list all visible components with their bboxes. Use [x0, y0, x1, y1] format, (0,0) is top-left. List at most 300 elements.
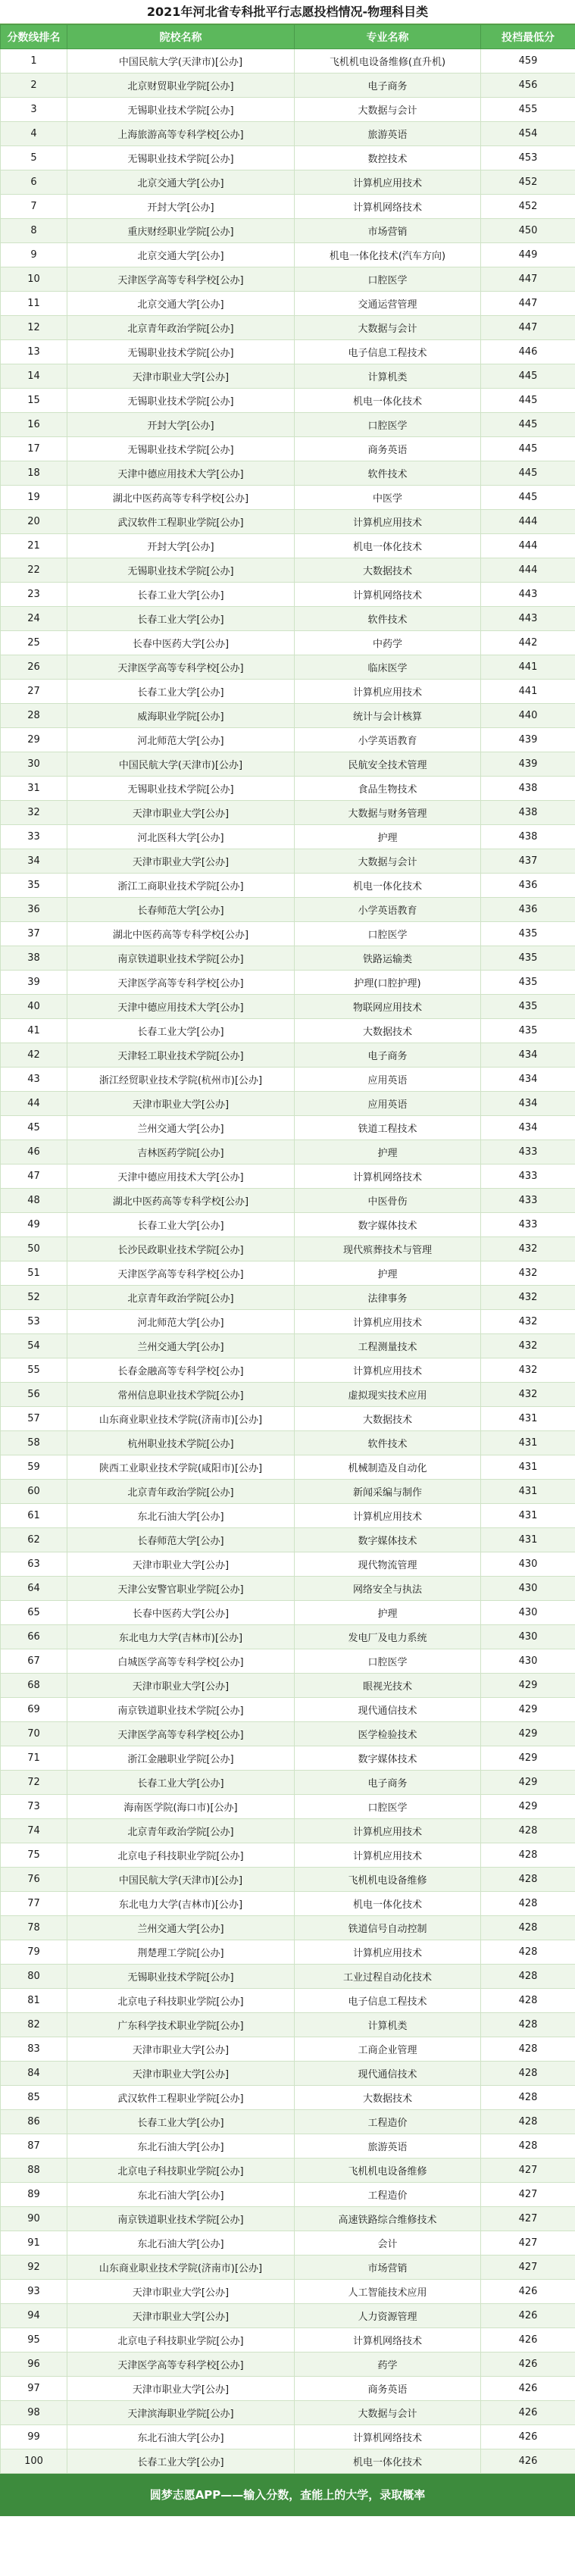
header-school: 院校名称: [67, 25, 295, 49]
cell-score: 436: [481, 898, 575, 922]
cell-score: 441: [481, 655, 575, 680]
cell-rank: 16: [1, 413, 67, 437]
cell-rank: 32: [1, 801, 67, 825]
cell-major: 大数据技术: [295, 2086, 481, 2110]
cell-score: 440: [481, 704, 575, 728]
cell-rank: 6: [1, 170, 67, 195]
table-row: [1, 1940, 575, 1965]
table-row: [1, 1383, 575, 1407]
cell-major: 口腔医学: [295, 922, 481, 946]
cell-score: 438: [481, 777, 575, 801]
cell-rank: 69: [1, 1698, 67, 1722]
table-row: [1, 389, 575, 413]
cell-major: 临床医学: [295, 655, 481, 680]
cell-rank: 78: [1, 1916, 67, 1940]
table-row: [1, 1310, 575, 1334]
cell-score: 426: [481, 2449, 575, 2474]
cell-score: 445: [481, 389, 575, 413]
cell-rank: 59: [1, 1455, 67, 1480]
cell-major: 法律事务: [295, 1286, 481, 1310]
cell-score: 428: [481, 1989, 575, 2013]
cell-rank: 11: [1, 292, 67, 316]
cell-rank: 28: [1, 704, 67, 728]
cell-major: 护理: [295, 1601, 481, 1625]
cell-score: 428: [481, 1940, 575, 1965]
cell-score: 445: [481, 413, 575, 437]
cell-score: 435: [481, 946, 575, 971]
cell-major: 铁道信号自动控制: [295, 1916, 481, 1940]
cell-major: 医学检验技术: [295, 1722, 481, 1746]
cell-rank: 41: [1, 1019, 67, 1043]
cell-score: 428: [481, 2086, 575, 2110]
cell-school: 东北石油大学[公办]: [67, 2231, 295, 2256]
cell-school: 天津市职业大学[公办]: [67, 2377, 295, 2401]
cell-school: 天津市职业大学[公办]: [67, 1674, 295, 1698]
cell-score: 432: [481, 1334, 575, 1358]
cell-rank: 71: [1, 1746, 67, 1771]
table-row: [1, 1043, 575, 1068]
table-row: [1, 170, 575, 195]
cell-school: 北京青年政治学院[公办]: [67, 1286, 295, 1310]
cell-major: 民航安全技术管理: [295, 752, 481, 777]
table-row: [1, 122, 575, 146]
cell-rank: 89: [1, 2183, 67, 2207]
cell-major: 市场营销: [295, 219, 481, 243]
table-title: 2021年河北省专科批平行志愿投档情况-物理科目类: [0, 0, 575, 24]
cell-school: 天津中德应用技术大学[公办]: [67, 995, 295, 1019]
cell-major: 应用英语: [295, 1092, 481, 1116]
cell-score: 428: [481, 1892, 575, 1916]
table-row: [1, 1504, 575, 1528]
table-row: [1, 631, 575, 655]
cell-school: 开封大学[公办]: [67, 195, 295, 219]
table-row: [1, 2037, 575, 2062]
cell-rank: 77: [1, 1892, 67, 1916]
cell-rank: 12: [1, 316, 67, 340]
table-row: [1, 49, 575, 73]
cell-rank: 61: [1, 1504, 67, 1528]
cell-rank: 5: [1, 146, 67, 170]
cell-school: 兰州交通大学[公办]: [67, 1916, 295, 1940]
table-row: [1, 534, 575, 558]
cell-rank: 50: [1, 1237, 67, 1261]
cell-major: 中医学: [295, 486, 481, 510]
table-row: [1, 2352, 575, 2377]
cell-rank: 18: [1, 461, 67, 486]
cell-score: 433: [481, 1140, 575, 1165]
cell-school: 浙江工商职业技术学院[公办]: [67, 874, 295, 898]
cell-score: 443: [481, 583, 575, 607]
admission-table: [0, 24, 575, 2474]
table-row: [1, 340, 575, 364]
cell-school: 河北师范大学[公办]: [67, 1310, 295, 1334]
cell-score: 445: [481, 437, 575, 461]
cell-school: 浙江经贸职业技术学院(杭州市)[公办]: [67, 1068, 295, 1092]
cell-school: 武汉软件工程职业学院[公办]: [67, 2086, 295, 2110]
table-row: [1, 146, 575, 170]
cell-school: 长春中医药大学[公办]: [67, 1601, 295, 1625]
cell-score: 456: [481, 73, 575, 98]
table-row: [1, 1746, 575, 1771]
cell-school: 兰州交通大学[公办]: [67, 1334, 295, 1358]
cell-rank: 99: [1, 2425, 67, 2449]
cell-score: 439: [481, 728, 575, 752]
cell-major: 计算机网络技术: [295, 2425, 481, 2449]
cell-school: 河北医科大学[公办]: [67, 825, 295, 849]
table-row: [1, 1261, 575, 1286]
cell-rank: 52: [1, 1286, 67, 1310]
cell-major: 电子商务: [295, 1043, 481, 1068]
cell-score: 447: [481, 316, 575, 340]
cell-score: 432: [481, 1237, 575, 1261]
cell-rank: 7: [1, 195, 67, 219]
cell-score: 459: [481, 49, 575, 73]
cell-rank: 95: [1, 2328, 67, 2352]
cell-school: 北京电子科技职业学院[公办]: [67, 1989, 295, 2013]
table-row: [1, 1068, 575, 1092]
cell-score: 426: [481, 2425, 575, 2449]
table-row: [1, 849, 575, 874]
cell-score: 452: [481, 170, 575, 195]
cell-major: 计算机应用技术: [295, 680, 481, 704]
table-row: [1, 680, 575, 704]
cell-major: 数控技术: [295, 146, 481, 170]
cell-school: 长春工业大学[公办]: [67, 2449, 295, 2474]
table-row: [1, 1625, 575, 1649]
cell-score: 438: [481, 801, 575, 825]
cell-rank: 80: [1, 1965, 67, 1989]
cell-major: 大数据技术: [295, 1407, 481, 1431]
cell-school: 开封大学[公办]: [67, 534, 295, 558]
cell-major: 计算机应用技术: [295, 1358, 481, 1383]
cell-rank: 44: [1, 1092, 67, 1116]
cell-rank: 26: [1, 655, 67, 680]
cell-score: 428: [481, 1843, 575, 1868]
cell-major: 大数据与财务管理: [295, 801, 481, 825]
cell-score: 429: [481, 1771, 575, 1795]
table-row: [1, 655, 575, 680]
cell-school: 北京青年政治学院[公办]: [67, 316, 295, 340]
table-row: [1, 558, 575, 583]
cell-score: 428: [481, 2134, 575, 2159]
cell-rank: 76: [1, 1868, 67, 1892]
table-row: [1, 2207, 575, 2231]
cell-school: 长春工业大学[公办]: [67, 2110, 295, 2134]
cell-score: 434: [481, 1068, 575, 1092]
cell-rank: 37: [1, 922, 67, 946]
cell-school: 浙江金融职业学院[公办]: [67, 1746, 295, 1771]
cell-school: 北京交通大学[公办]: [67, 243, 295, 267]
cell-school: 常州信息职业技术学院[公办]: [67, 1383, 295, 1407]
cell-school: 无锡职业技术学院[公办]: [67, 389, 295, 413]
table-row: [1, 801, 575, 825]
table-header-row: [1, 25, 575, 49]
cell-school: 天津市职业大学[公办]: [67, 849, 295, 874]
cell-rank: 100: [1, 2449, 67, 2474]
cell-rank: 3: [1, 98, 67, 122]
cell-major: 口腔医学: [295, 1649, 481, 1674]
cell-rank: 39: [1, 971, 67, 995]
cell-major: 计算机类: [295, 2013, 481, 2037]
table-row: [1, 195, 575, 219]
cell-school: 北京交通大学[公办]: [67, 292, 295, 316]
cell-school: 天津市职业大学[公办]: [67, 2037, 295, 2062]
cell-school: 武汉软件工程职业学院[公办]: [67, 510, 295, 534]
table-row: [1, 1431, 575, 1455]
cell-major: 软件技术: [295, 607, 481, 631]
cell-score: 431: [481, 1455, 575, 1480]
cell-school: 南京铁道职业技术学院[公办]: [67, 946, 295, 971]
cell-school: 东北石油大学[公办]: [67, 2425, 295, 2449]
cell-major: 电子商务: [295, 73, 481, 98]
cell-rank: 38: [1, 946, 67, 971]
table-row: [1, 922, 575, 946]
cell-rank: 97: [1, 2377, 67, 2401]
table-row: [1, 1116, 575, 1140]
table-row: [1, 2159, 575, 2183]
table-row: [1, 1189, 575, 1213]
table-row: [1, 437, 575, 461]
cell-rank: 88: [1, 2159, 67, 2183]
cell-score: 444: [481, 534, 575, 558]
cell-score: 453: [481, 146, 575, 170]
table-row: [1, 1989, 575, 2013]
cell-school: 天津市职业大学[公办]: [67, 1092, 295, 1116]
cell-school: 重庆财经职业学院[公办]: [67, 219, 295, 243]
cell-major: 计算机应用技术: [295, 1843, 481, 1868]
cell-rank: 8: [1, 219, 67, 243]
cell-school: 天津市职业大学[公办]: [67, 2062, 295, 2086]
cell-score: 429: [481, 1746, 575, 1771]
cell-major: 口腔医学: [295, 1795, 481, 1819]
cell-score: 452: [481, 195, 575, 219]
header-rank: 分数线排名: [1, 25, 67, 49]
cell-school: 开封大学[公办]: [67, 413, 295, 437]
cell-major: 现代通信技术: [295, 1698, 481, 1722]
cell-rank: 53: [1, 1310, 67, 1334]
cell-score: 430: [481, 1649, 575, 1674]
cell-school: 北京电子科技职业学院[公办]: [67, 2159, 295, 2183]
cell-school: 天津医学高等专科学校[公办]: [67, 655, 295, 680]
cell-rank: 91: [1, 2231, 67, 2256]
table-row: [1, 1868, 575, 1892]
cell-major: 机电一体化技术: [295, 2449, 481, 2474]
cell-score: 445: [481, 364, 575, 389]
cell-rank: 93: [1, 2280, 67, 2304]
cell-rank: 58: [1, 1431, 67, 1455]
cell-rank: 31: [1, 777, 67, 801]
cell-score: 445: [481, 486, 575, 510]
table-row: [1, 1092, 575, 1116]
cell-major: 新闻采编与制作: [295, 1480, 481, 1504]
cell-rank: 24: [1, 607, 67, 631]
table-row: [1, 1916, 575, 1940]
table-row: [1, 2183, 575, 2207]
cell-school: 无锡职业技术学院[公办]: [67, 558, 295, 583]
cell-school: 荆楚理工学院[公办]: [67, 1940, 295, 1965]
cell-rank: 23: [1, 583, 67, 607]
cell-school: 山东商业职业技术学院(济南市)[公办]: [67, 1407, 295, 1431]
cell-school: 北京青年政治学院[公办]: [67, 1480, 295, 1504]
cell-school: 北京财贸职业学院[公办]: [67, 73, 295, 98]
table-row: [1, 1237, 575, 1261]
table-row: [1, 2110, 575, 2134]
cell-school: 长春金融高等专科学校[公办]: [67, 1358, 295, 1383]
cell-score: 444: [481, 558, 575, 583]
table-row: [1, 2401, 575, 2425]
table-row: [1, 825, 575, 849]
cell-school: 北京青年政治学院[公办]: [67, 1819, 295, 1843]
cell-school: 河北师范大学[公办]: [67, 728, 295, 752]
cell-major: 计算机网络技术: [295, 195, 481, 219]
cell-rank: 54: [1, 1334, 67, 1358]
cell-rank: 25: [1, 631, 67, 655]
table-row: [1, 267, 575, 292]
cell-major: 电子信息工程技术: [295, 340, 481, 364]
table-row: [1, 607, 575, 631]
table-row: [1, 486, 575, 510]
cell-major: 铁路运输类: [295, 946, 481, 971]
cell-rank: 51: [1, 1261, 67, 1286]
cell-rank: 83: [1, 2037, 67, 2062]
cell-rank: 42: [1, 1043, 67, 1068]
cell-rank: 49: [1, 1213, 67, 1237]
table-row: [1, 1213, 575, 1237]
table-row: [1, 2013, 575, 2037]
cell-school: 无锡职业技术学院[公办]: [67, 98, 295, 122]
cell-major: 大数据技术: [295, 1019, 481, 1043]
cell-score: 426: [481, 2377, 575, 2401]
cell-major: 口腔医学: [295, 413, 481, 437]
cell-rank: 86: [1, 2110, 67, 2134]
cell-rank: 55: [1, 1358, 67, 1383]
cell-score: 430: [481, 1601, 575, 1625]
cell-score: 432: [481, 1383, 575, 1407]
cell-rank: 20: [1, 510, 67, 534]
cell-score: 446: [481, 340, 575, 364]
table-row: [1, 1722, 575, 1746]
cell-rank: 79: [1, 1940, 67, 1965]
cell-rank: 66: [1, 1625, 67, 1649]
cell-major: 软件技术: [295, 461, 481, 486]
cell-score: 428: [481, 2062, 575, 2086]
cell-major: 虚拟现实技术应用: [295, 1383, 481, 1407]
table-row: [1, 1334, 575, 1358]
cell-rank: 73: [1, 1795, 67, 1819]
cell-major: 计算机应用技术: [295, 1819, 481, 1843]
cell-rank: 68: [1, 1674, 67, 1698]
cell-major: 护理: [295, 825, 481, 849]
cell-score: 435: [481, 922, 575, 946]
cell-major: 现代物流管理: [295, 1552, 481, 1577]
cell-school: 长春工业大学[公办]: [67, 1019, 295, 1043]
cell-school: 上海旅游高等专科学校[公办]: [67, 122, 295, 146]
cell-major: 会计: [295, 2231, 481, 2256]
table-row: [1, 728, 575, 752]
cell-major: 应用英语: [295, 1068, 481, 1092]
cell-rank: 75: [1, 1843, 67, 1868]
cell-score: 427: [481, 2159, 575, 2183]
cell-school: 天津公安警官职业学院[公办]: [67, 1577, 295, 1601]
cell-school: 天津市职业大学[公办]: [67, 801, 295, 825]
table-row: [1, 1286, 575, 1310]
cell-rank: 87: [1, 2134, 67, 2159]
cell-rank: 46: [1, 1140, 67, 1165]
cell-score: 431: [481, 1480, 575, 1504]
cell-major: 口腔医学: [295, 267, 481, 292]
cell-rank: 10: [1, 267, 67, 292]
cell-major: 数字媒体技术: [295, 1528, 481, 1552]
cell-rank: 4: [1, 122, 67, 146]
cell-rank: 64: [1, 1577, 67, 1601]
cell-major: 工程造价: [295, 2110, 481, 2134]
table-row: [1, 219, 575, 243]
cell-rank: 1: [1, 49, 67, 73]
cell-score: 454: [481, 122, 575, 146]
cell-major: 旅游英语: [295, 122, 481, 146]
table-row: [1, 1843, 575, 1868]
table-row: [1, 243, 575, 267]
table-row: [1, 461, 575, 486]
table-row: [1, 995, 575, 1019]
app-promo-footer: 圆梦志愿APP——输入分数，查能上的大学，录取概率: [0, 2474, 575, 2516]
cell-school: 北京电子科技职业学院[公办]: [67, 1843, 295, 1868]
cell-score: 426: [481, 2352, 575, 2377]
cell-school: 山东商业职业技术学院(济南市)[公办]: [67, 2256, 295, 2280]
cell-rank: 45: [1, 1116, 67, 1140]
cell-rank: 34: [1, 849, 67, 874]
cell-score: 431: [481, 1431, 575, 1455]
cell-rank: 70: [1, 1722, 67, 1746]
table-row: [1, 73, 575, 98]
cell-rank: 94: [1, 2304, 67, 2328]
table-row: [1, 1019, 575, 1043]
cell-school: 长沙民政职业技术学院[公办]: [67, 1237, 295, 1261]
cell-major: 计算机应用技术: [295, 1310, 481, 1334]
cell-rank: 72: [1, 1771, 67, 1795]
cell-major: 护理: [295, 1261, 481, 1286]
cell-major: 大数据与会计: [295, 316, 481, 340]
cell-school: 天津医学高等专科学校[公办]: [67, 1261, 295, 1286]
cell-major: 物联网应用技术: [295, 995, 481, 1019]
table-row: [1, 946, 575, 971]
cell-rank: 92: [1, 2256, 67, 2280]
cell-major: 现代殡葬技术与管理: [295, 1237, 481, 1261]
cell-school: 广东科学技术职业学院[公办]: [67, 2013, 295, 2037]
cell-score: 447: [481, 267, 575, 292]
table-row: [1, 1649, 575, 1674]
cell-rank: 9: [1, 243, 67, 267]
cell-rank: 82: [1, 2013, 67, 2037]
cell-school: 吉林医药学院[公办]: [67, 1140, 295, 1165]
cell-rank: 14: [1, 364, 67, 389]
cell-major: 工商企业管理: [295, 2037, 481, 2062]
cell-score: 441: [481, 680, 575, 704]
cell-major: 软件技术: [295, 1431, 481, 1455]
cell-major: 护理: [295, 1140, 481, 1165]
cell-school: 陕西工业职业技术学院(咸阳市)[公办]: [67, 1455, 295, 1480]
cell-school: 北京交通大学[公办]: [67, 170, 295, 195]
cell-score: 426: [481, 2328, 575, 2352]
cell-score: 428: [481, 2110, 575, 2134]
table-row: [1, 1455, 575, 1480]
cell-rank: 43: [1, 1068, 67, 1092]
cell-school: 天津医学高等专科学校[公办]: [67, 1722, 295, 1746]
cell-major: 发电厂及电力系统: [295, 1625, 481, 1649]
cell-major: 计算机应用技术: [295, 510, 481, 534]
cell-school: 长春师范大学[公办]: [67, 1528, 295, 1552]
cell-score: 426: [481, 2304, 575, 2328]
